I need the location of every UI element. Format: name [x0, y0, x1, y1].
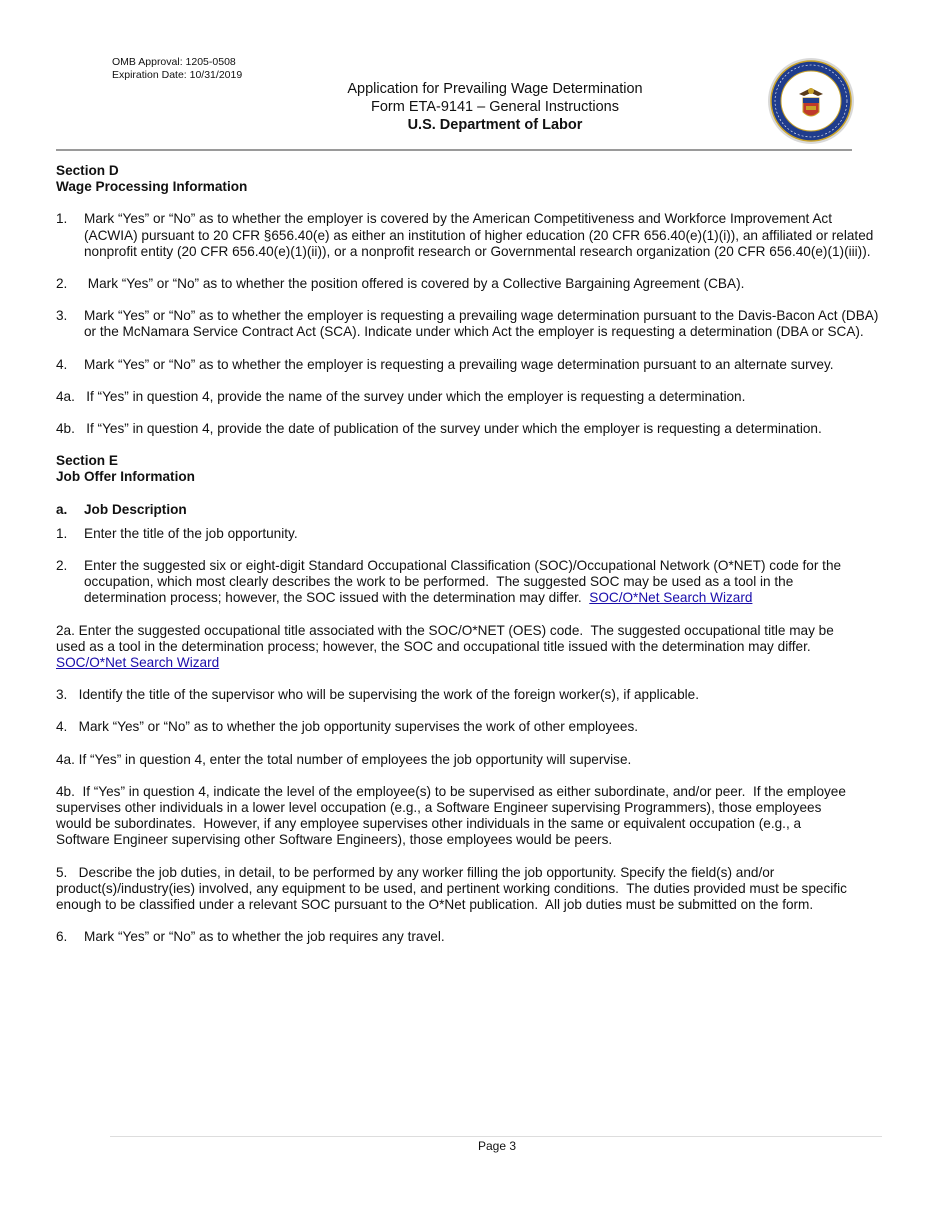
section-e-item-4: 4. Mark “Yes” or “No” as to whether the job opportunity supervises the work of other employees.	[56, 719, 639, 735]
item-text: Mark “Yes” or “No” as to whether the employer is covered by the American Competitiveness and Workforce Improvement Act (ACWIA) pursuant to 20 CFR §656.40(e) as either an institution of higher education (20 CFR 656.40(e)(1)(i)), an affiliated or related nonprofit entity (20 CFR 656.40(e)(1)(ii)), or a nonprofit research or Governmental research organization (20 CFR 656.40(e)(1)(iii)).	[84, 211, 874, 259]
item-text: 2a. Enter the suggested occupational title associated with the SOC/O*NET (OES) code. The suggested occupational title may be used as a tool in the determination process; however, the SOC and occupational title issued with the determination may differ.	[56, 622, 838, 654]
section-e-item-1	[56, 526, 886, 542]
section-e-item-6	[56, 929, 886, 945]
expiration-date: Expiration Date: 10/31/2019	[112, 69, 243, 81]
section-e-item-2a	[56, 623, 886, 672]
item-number: 4.	[56, 356, 68, 372]
title-line-2: Form ETA-9141 – General Instructions	[371, 99, 619, 115]
omb-info	[112, 56, 242, 82]
section-d-item-1	[56, 211, 886, 260]
subsection-label: Job Description	[84, 501, 187, 517]
item-text: Mark “Yes” or “No” as to whether the employer is requesting a prevailing wage determination pursuant to the Davis-Bacon Act (DBA) or the McNamara Service Contract Act (SCA). Indicate under which Act the employer is requesting a determination (DBA or SCA).	[84, 308, 879, 340]
section-e-item-5: 5. Describe the job duties, in detail, to be performed by any worker filling the job opportunity. Specify the field(s) and/or product(s)/industry(ies) involved, any equipment to be used, and pertinent working conditions. The duties provided must be specific enough to be classified under a relevant SOC pursuant to the O*Net publication. All job duties must be submitted on the form.	[56, 864, 851, 913]
section-d-subtitle: Wage Processing Information	[56, 179, 248, 195]
section-e-item-4a: 4a. If “Yes” in question 4, enter the total number of employees the job opportunity will supervise.	[56, 751, 632, 767]
section-d-item-4b: 4b. If “Yes” in question 4, provide the date of publication of the survey under which the employer is requesting a determination.	[56, 421, 822, 437]
section-d-item-3	[56, 308, 886, 340]
section-e-title: Section E	[56, 453, 118, 469]
section-d-title: Section D	[56, 163, 119, 178]
page-number: Page 3	[477, 1139, 517, 1153]
item-number: 1.	[56, 211, 68, 227]
section-e-item-4b: 4b. If “Yes” in question 4, indicate the level of the employee(s) to be supervised as either subordinate, and/or peer. If the employee supervises other individuals in a lower level occupation (e.g., a Software Engineer supervising Programmers), those employees would be subordinates. However, if any employee supervises other individuals in the same or equivalent occupation (e.g., a Software Engineer supervising other Software Engineers), those employees would be peers.	[56, 783, 850, 848]
section-e-subtitle: Job Offer Information	[56, 469, 195, 485]
document-title	[290, 80, 700, 134]
soc-search-wizard-link-2[interactable]: SOC/O*Net Search Wizard	[56, 655, 220, 671]
section-d-item-4	[56, 357, 886, 373]
page-content	[56, 163, 886, 946]
section-e-item-2	[56, 558, 886, 607]
section-d-item-4a: 4a. If “Yes” in question 4, provide the name of the survey under which the employer is requesting a determination.	[56, 388, 746, 404]
section-d-item-2	[56, 276, 886, 292]
item-number: 2.	[56, 558, 68, 574]
item-number: 2.	[56, 276, 68, 292]
item-number: 6.	[56, 929, 68, 945]
item-text: Enter the suggested six or eight-digit Standard Occupational Classification (SOC)/Occupational Network (O*NET) code for the occupation, which most clearly describes the work to be performed. The suggested SOC may be used as a tool in the determination process; however, the SOC issued with the determination may differ.	[84, 558, 845, 606]
item-text: Mark “Yes” or “No” as to whether the position offered is covered by a Collective Bargaining Agreement (CBA).	[84, 276, 745, 292]
title-line-1: Application for Prevailing Wage Determination	[347, 81, 643, 97]
item-text: Enter the title of the job opportunity.	[84, 525, 298, 541]
job-description-heading	[56, 502, 886, 518]
title-line-3: U.S. Department of Labor	[407, 117, 583, 133]
subsection-letter: a.	[56, 501, 68, 517]
header-divider	[56, 149, 852, 151]
omb-approval: OMB Approval: 1205-0508	[112, 56, 236, 68]
item-number: 1.	[56, 525, 68, 541]
item-text: Mark “Yes” or “No” as to whether the job requires any travel.	[84, 929, 445, 945]
soc-search-wizard-link[interactable]: SOC/O*Net Search Wizard	[589, 590, 753, 606]
item-text-wrap	[84, 558, 886, 607]
item-number: 3.	[56, 308, 68, 324]
footer-divider	[110, 1136, 882, 1137]
dol-seal-logo	[766, 56, 856, 146]
section-e-item-3: 3. Identify the title of the supervisor who will be supervising the work of the foreign worker(s), if applicable.	[56, 687, 699, 703]
item-text: Mark “Yes” or “No” as to whether the employer is requesting a prevailing wage determination pursuant to an alternate survey.	[84, 356, 834, 372]
